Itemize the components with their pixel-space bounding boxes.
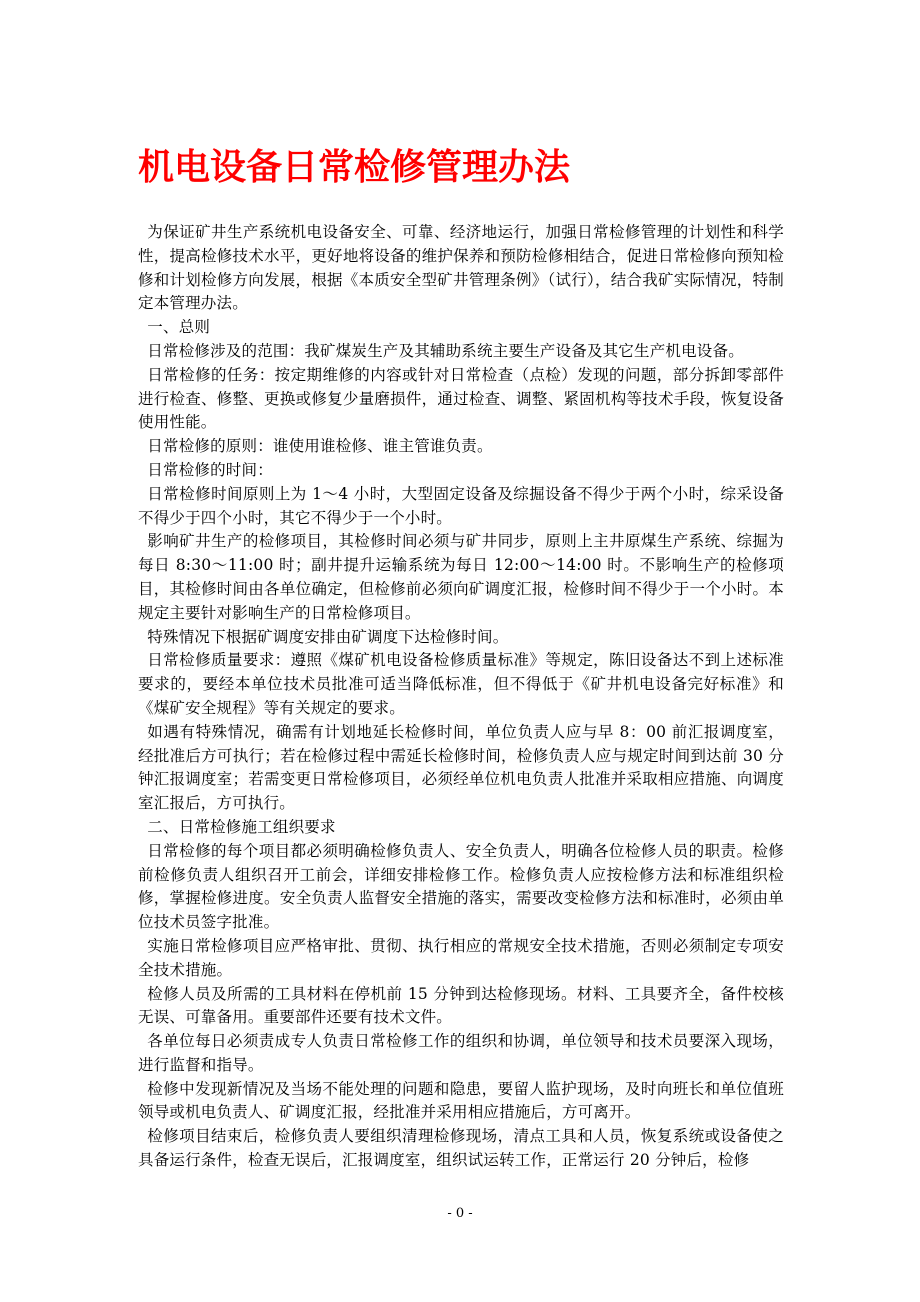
paragraph-time-duration: 日常检修时间原则上为 1～4 小时，大型固定设备及综掘设备不得少于两个小时，综采设备不得少于四个小时，其它不得少于一个小时。 [138,484,784,527]
paragraph-special-time: 特殊情况下根据矿调度安排由矿调度下达检修时间。 [147,627,509,646]
paragraph-intro: 为保证矿井生产系统机电设备安全、可靠、经济地运行，加强日常检修管理的计划性和科学性，提高检修技术水平，更好地将设备的维护保养和预防检修相结合，促进日常检修向预知检修和计划检修方向发展，根据《本质安全型矿井管理条例》（试行），结合我矿实际情况，特制定本管理办法。 [138,223,784,313]
paragraph-safety-measures: 实施日常检修项目应严格审批、贯彻、执行相应的常规安全技术措施，否则必须制定专项安全技术措施。 [138,936,784,979]
paragraph-hazards: 检修中发现新情况及当场不能处理的问题和隐患，要留人监护现场，及时向班长和单位值班领导或机电负责人、矿调度汇报，经批准并采用相应措施后，方可离开。 [138,1079,784,1122]
page-number: - 0 - [447,1206,473,1221]
document-title: 机电设备日常检修管理办法 [138,147,571,188]
paragraph-scope: 日常检修涉及的范围：我矿煤炭生产及其辅助系统主要生产设备及其它生产机电设备。 [147,341,744,360]
document-body [138,221,784,1173]
paragraph-quality: 日常检修质量要求：遵照《煤矿机电设备检修质量标准》等规定，陈旧设备达不到上述标准要求的，要经本单位技术员批准可适当降低标准，但不得低于《矿井机电设备完好标准》和《煤矿安全规程》等有关规定的要求。 [138,651,784,717]
paragraph-time-schedule: 影响矿井生产的检修项目，其检修时间必须与矿井同步，原则上主井原煤生产系统、综掘为每日 8:30～11:00 时；副井提升运输系统为每日 12:00～14:00 时。不影响生产的检修项目，其检修时间由各单位确定，但检修前必须向矿调度汇报，检修时间不得少于一个小时。本规定主要针对影响生产的日常检修项目。 [138,532,784,622]
paragraph-tools-materials: 检修人员及所需的工具材料在停机前 15 分钟到达检修现场。材料、工具要齐全，备件校核无误、可靠备用。重要部件还要有技术文件。 [138,984,784,1027]
paragraph-task: 日常检修的任务：按定期维修的内容或针对日常检查（点检）发现的问题，部分拆卸零部件进行检查、修整、更换或修复少量磨损件，通过检查、调整、紧固机构等技术手段，恢复设备使用性能。 [138,365,784,432]
section-heading-organization: 二、日常检修施工组织要求 [147,817,336,836]
paragraph-completion: 检修项目结束后，检修负责人要组织清理检修现场，清点工具和人员，恢复系统或设备使之具备运行条件，检查无误后，汇报调度室，组织试运转工作，正常运行 20 分钟后，检修 [138,1127,784,1170]
section-heading-general: 一、总则 [147,318,211,337]
paragraph-extension: 如遇有特殊情况，确需有计划地延长检修时间，单位负责人应与早 8：00 前汇报调度室，经批准后方可执行；若在检修过程中需延长检修时间，检修负责人应与规定时间到达前 30 分钟汇报调度室；若需变更日常检修项目，必须经单位机电负责人批准并采取相应措施、向调度室汇报后，方可执行。 [138,722,784,813]
paragraph-supervision: 各单位每日必须责成专人负责日常检修工作的组织和协调，单位领导和技术员要深入现场，进行监督和指导。 [138,1032,784,1074]
paragraph-time-heading: 日常检修的时间： [147,460,273,479]
paragraph-responsibility: 日常检修的每个项目都必须明确检修负责人、安全负责人，明确各位检修人员的职责。检修前检修负责人组织召开工前会，详细安排检修工作。检修负责人应按检修方法和标准组织检修，掌握检修进度。安全负责人监督安全措施的落实，需要改变检修方法和标准时，必须由单位技术员签字批准。 [138,841,784,932]
paragraph-principle: 日常检修的原则：谁使用谁检修、谁主管谁负责。 [147,437,493,456]
